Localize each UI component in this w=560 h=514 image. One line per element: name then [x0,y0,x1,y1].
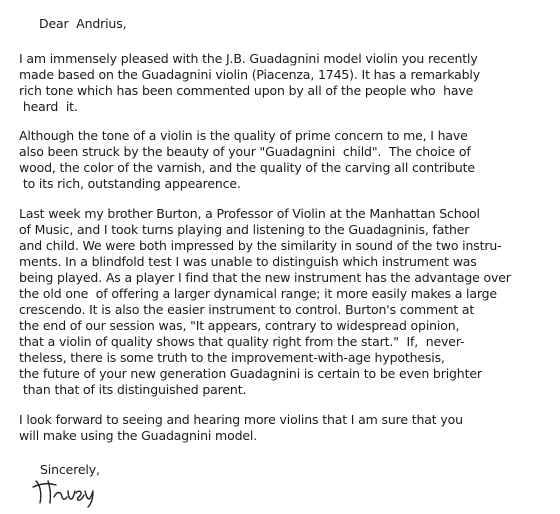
paragraph-line: rich tone which has been commented upon by all of the people who have [19,83,474,98]
paragraph-line: than that of its distinguished parent. [19,382,247,397]
paragraph-line: Although the tone of a violin is the quality of prime concern to me, I have [19,128,468,143]
paragraph-line: crescendo. It is also the easier instrument to control. Burton's comment at [19,302,475,317]
paragraph-line: being played. As a player I find that the new instrument has the advantage over [19,270,511,285]
paragraph-line: I am immensely pleased with the J.B. Guadagnini model violin you recently [19,51,478,66]
paragraph-line: theless, there is some truth to the improvement-with-age hypothesis, [19,350,445,365]
paragraph-line: to its rich, outstanding appearence. [19,176,241,191]
paragraph-line: ments. In a blindfold test I was unable to distinguish which instrument was [19,254,477,269]
letter-closing: Sincerely, [40,462,100,477]
handwritten-signature [30,473,110,509]
paragraph-line: wood, the color of the varnish, and the quality of the carving all contribute [19,160,475,175]
paragraph-line: and child. We were both impressed by the similarity in sound of the two instru- [19,238,502,253]
paragraph-line: also been struck by the beauty of your "Guadagnini child". The choice of [19,144,471,159]
paragraph-line: I look forward to seeing and hearing more violins that I am sure that you [19,412,463,427]
paragraph-line: that a violin of quality shows that quality right from the start." If, never- [19,334,465,349]
paragraph-line: Last week my brother Burton, a Professor of Violin at the Manhattan School [19,206,480,221]
paragraph-line: heard it. [19,99,78,114]
letter-greeting: Dear Andrius, [39,16,127,31]
paragraph-line: the old one of offering a larger dynamical range; it more easily makes a large [19,286,497,301]
paragraph-line: of Music, and I took turns playing and listening to the Guadagninis, father [19,222,470,237]
paragraph-line: the future of your new generation Guadagnini is certain to be even brighter [19,366,482,381]
paragraph-line: will make using the Guadagnini model. [19,428,258,443]
paragraph-line: the end of our session was, "It appears, contrary to widespread opinion, [19,318,460,333]
paragraph-line: made based on the Guadagnini violin (Piacenza, 1745). It has a remarkably [19,67,480,82]
